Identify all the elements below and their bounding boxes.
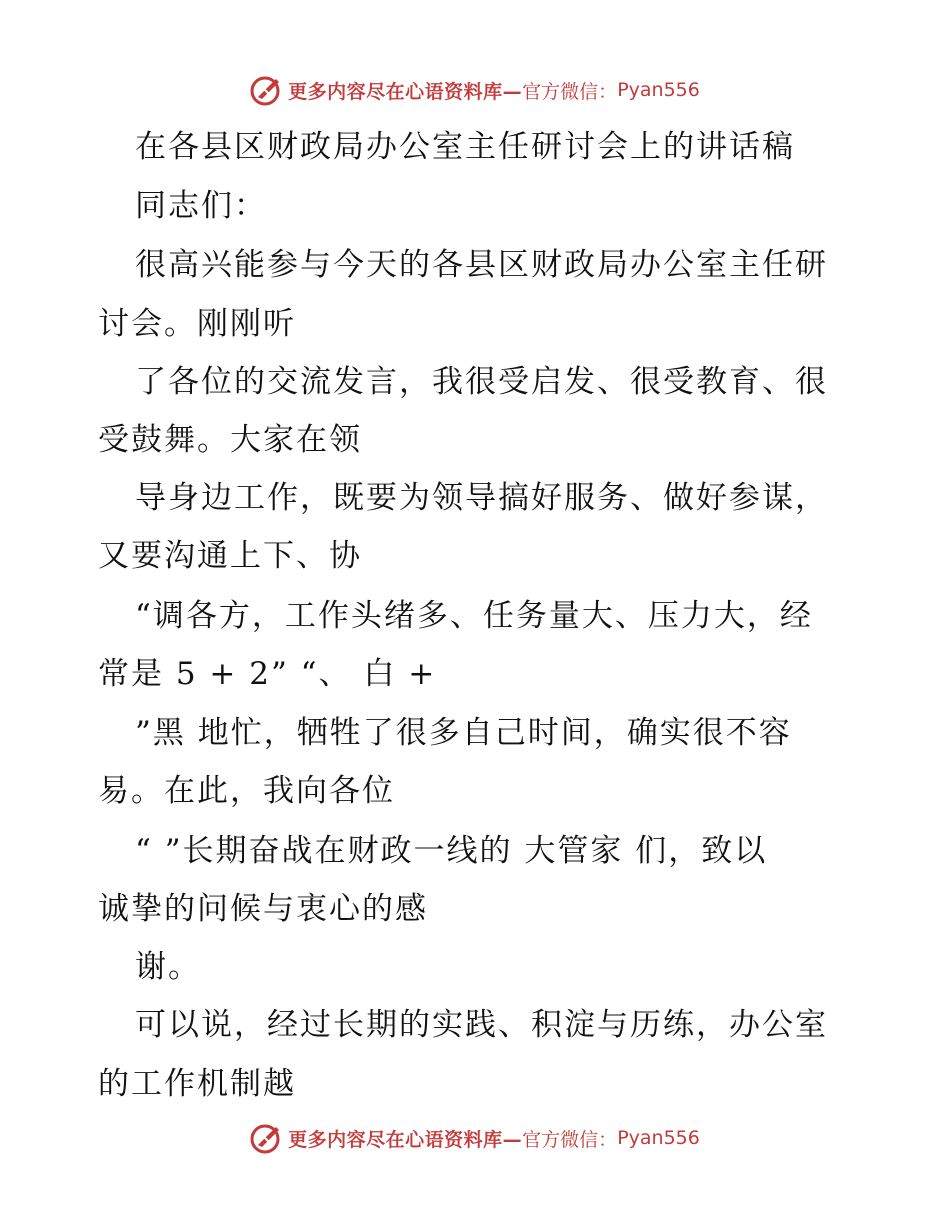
text-line: 可以说，经过长期的实践、积淀与历练，办公室 [135,1007,828,1043]
text-line: 讨会。刚刚听 [98,306,296,342]
banner-suffix: 官方微信： [522,1128,618,1151]
quill-logo-icon [250,73,284,107]
banner-wechat-id: Pyan556 [617,79,700,101]
text-line: “调各方，工作头绪多、任务量大、压力大，经 [135,598,813,634]
text-line: 又要沟通上下、协 [98,538,362,574]
quill-logo-icon [250,1121,284,1155]
text-line: 导身边工作，既要为领导搞好服务、做好参谋， [135,480,828,516]
footer-banner [0,1118,950,1158]
text-line: 了各位的交流发言，我很受启发、很受教育、很 [135,364,828,400]
text-line: 谢。 [135,949,201,985]
banner-text: 更多内容尽在心语资料库— [288,80,523,103]
text-line: 诚挚的问候与衷心的感 [98,891,428,927]
banner-suffix: 官方微信： [522,80,618,103]
banner-wechat-id: Pyan556 [617,1127,700,1149]
text-line: ”黑 地忙，牺牲了很多自己时间，确实很不容 [135,715,792,751]
text-line: 易。在此，我向各位 [98,773,395,809]
banner-text: 更多内容尽在心语资料库— [288,1128,523,1151]
text-line: 常是 5 + 2” “、 白 + [98,656,437,692]
text-line: “ ”长期奋战在财政一线的 大管家 们，致以 [135,833,768,869]
document-title: 在各县区财政局办公室主任研讨会上的讲话稿 [135,129,795,165]
text-line: 很高兴能参与今天的各县区财政局办公室主任研 [135,247,828,283]
text-line: 同志们： [135,188,267,224]
text-line: 的工作机制越 [98,1066,296,1102]
text-line: 受鼓舞。大家在领 [98,422,362,458]
header-banner [0,70,950,110]
